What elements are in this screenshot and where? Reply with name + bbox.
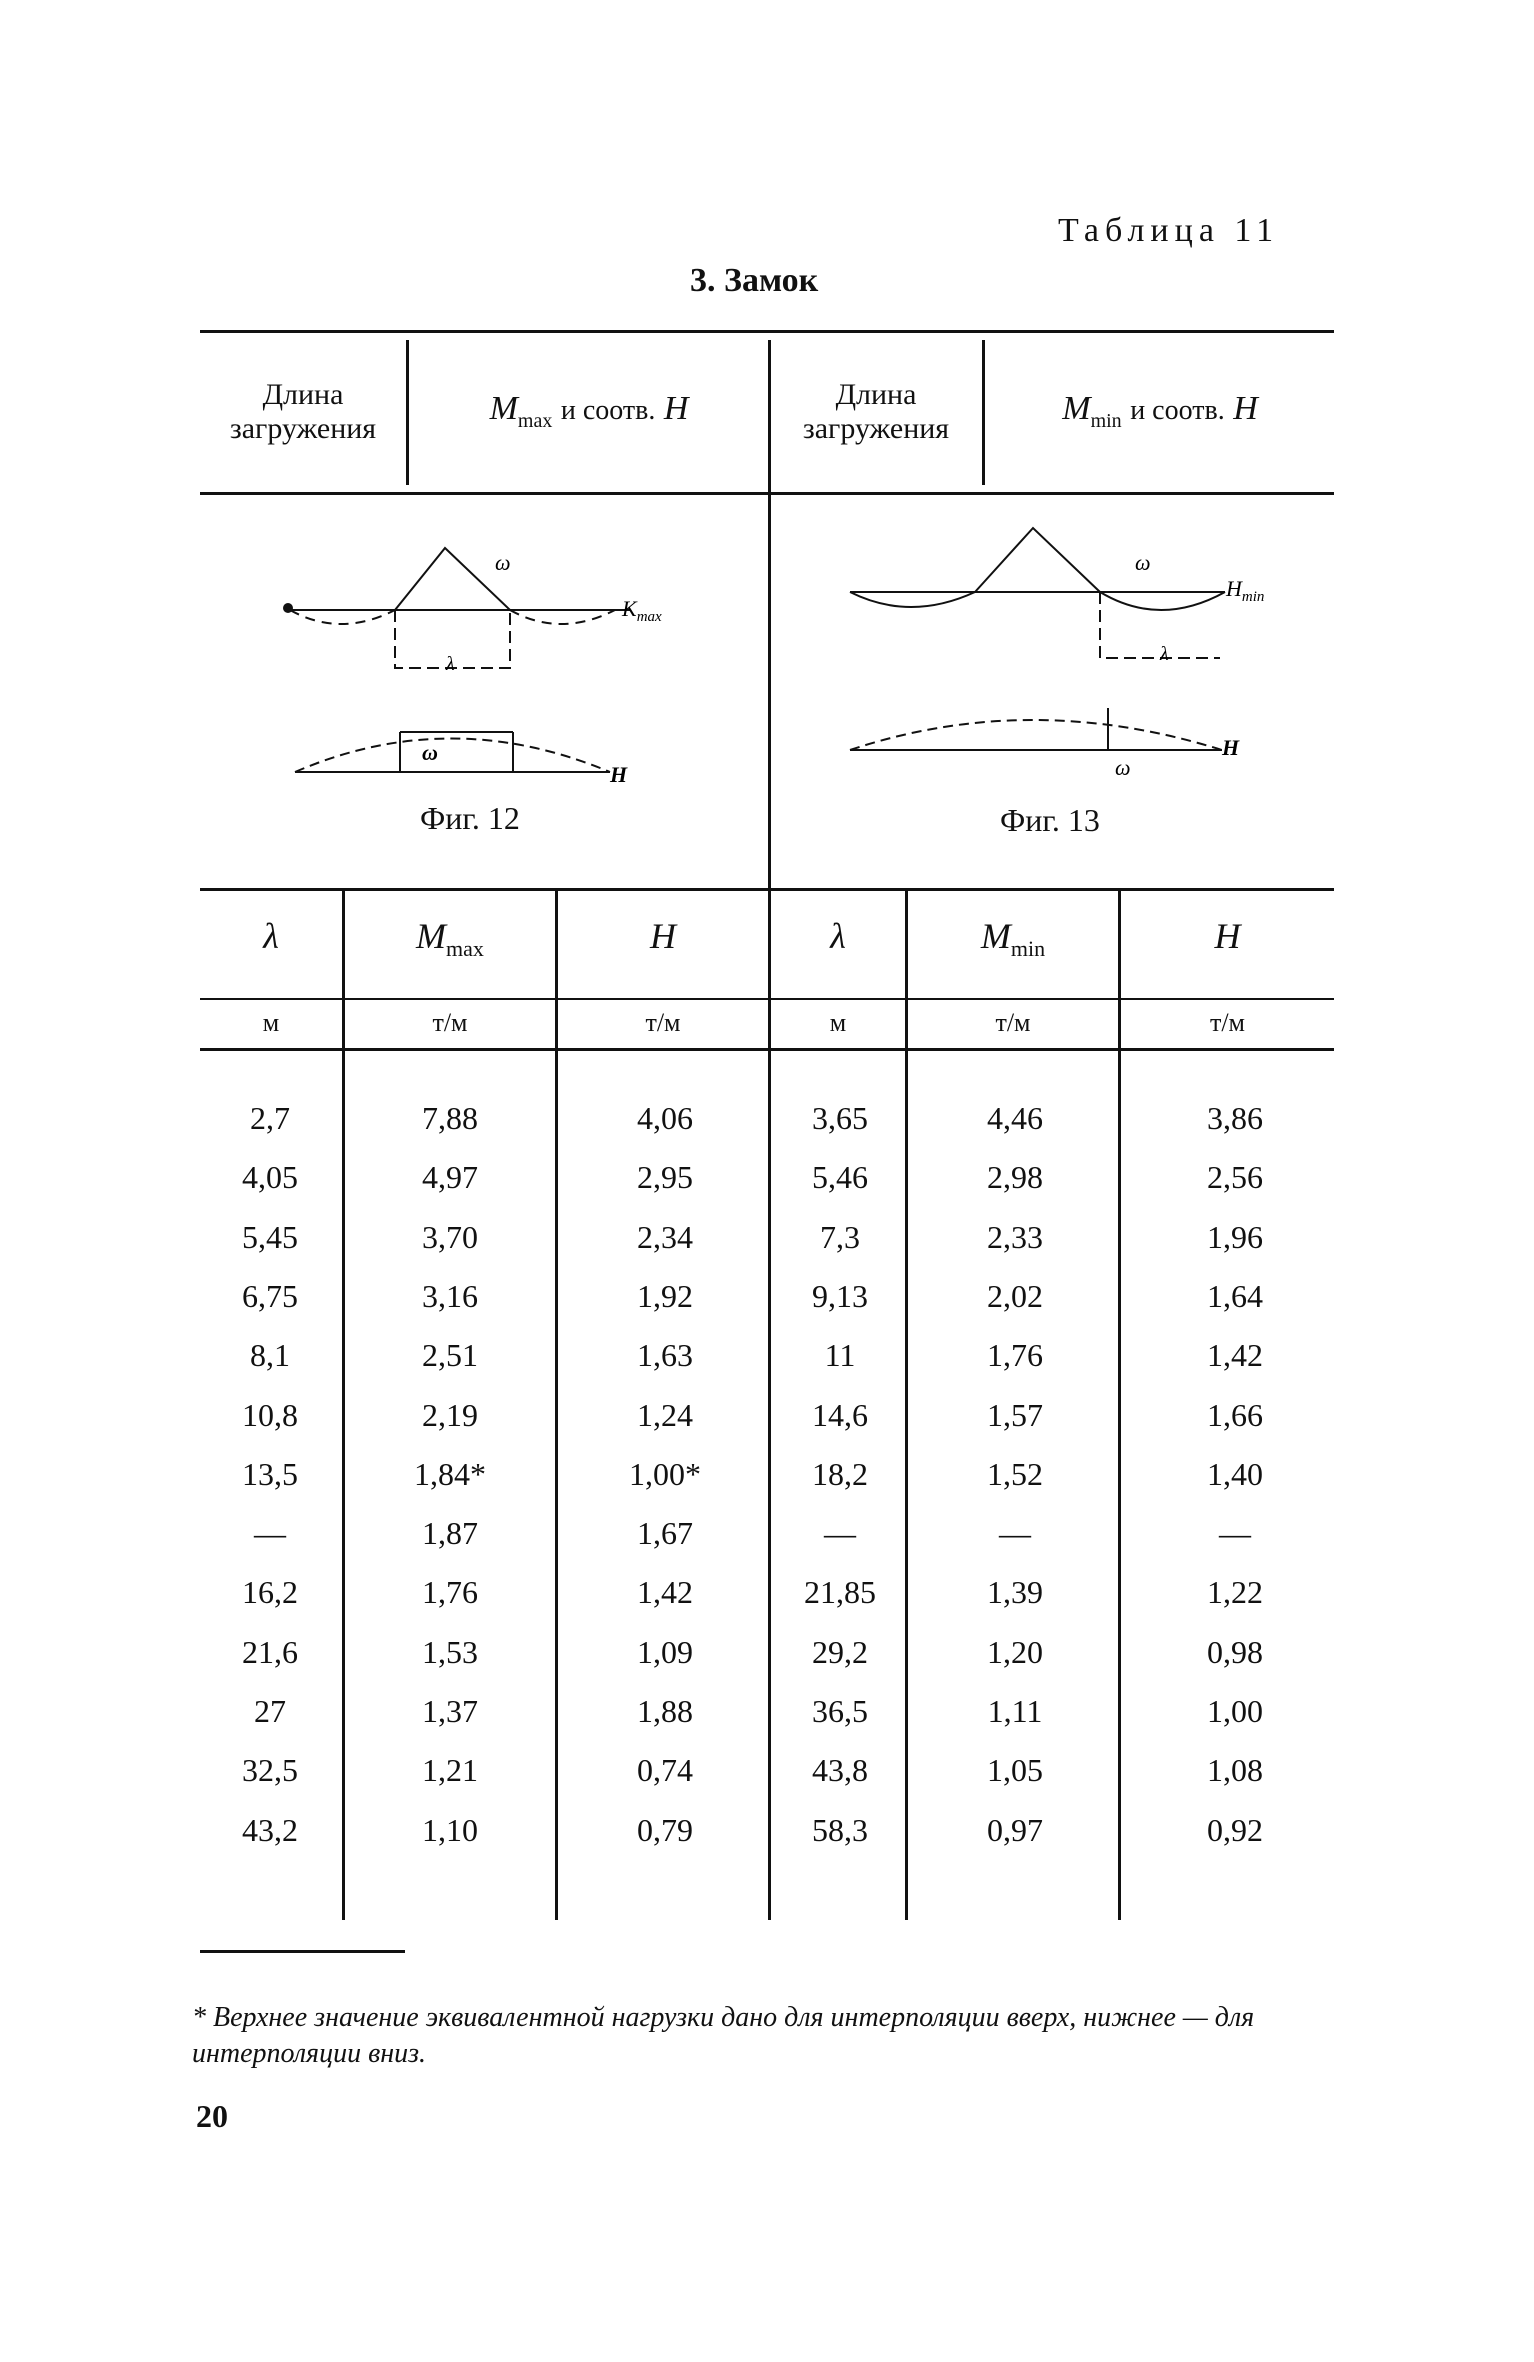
fig12-lambda: λ	[446, 653, 455, 675]
table-cell: 1,10	[422, 1811, 478, 1848]
table-cell: 1,37	[422, 1693, 478, 1729]
table-cell: 2,19	[422, 1396, 478, 1433]
fig13-omega-top: ω	[1135, 550, 1151, 575]
table-cell: 32,5	[242, 1752, 298, 1789]
footnote: * Верхнее значение эквивалентной нагрузки дано для интерполяции вверх, нижнее — для интерполяции вниз.	[192, 2002, 1255, 2069]
table-label: Таблица 11	[1058, 212, 1280, 249]
col-header-mmin: $M_{min}$	[980, 916, 1046, 962]
col-header-lambda-right: λ	[830, 916, 846, 956]
header-mmax-h-var: H	[663, 390, 689, 427]
header-mmin-symbol: M	[1062, 390, 1091, 427]
page-number: 20	[196, 2098, 228, 2134]
table-cell: 1,76	[987, 1337, 1043, 1374]
col-divider-4	[905, 890, 908, 1920]
table-cell: 14,6	[812, 1396, 868, 1433]
unit-lambda-left: м	[262, 1008, 280, 1037]
header-mmax-h	[410, 390, 768, 433]
header-mmax-rest: и соотв.	[560, 395, 656, 426]
table-cell: 0,92	[1207, 1811, 1263, 1848]
fig13-hmin: $H_{min}$	[1226, 576, 1265, 605]
table-cell: 1,24	[637, 1396, 693, 1433]
unit-mmin: т/м	[995, 1008, 1031, 1037]
table-cell: 5,46	[812, 1159, 868, 1196]
fig12-h: H	[610, 762, 628, 787]
table-cell: 8,1	[250, 1337, 290, 1374]
footnote-rule	[200, 1950, 405, 1953]
header-mmax-sub: max	[517, 409, 553, 432]
table-cell: 0,79	[637, 1811, 693, 1848]
table-cell: 43,8	[812, 1752, 868, 1789]
fig12-support	[283, 603, 293, 613]
table-cell: 21,6	[242, 1633, 298, 1670]
table-cell: 1,11	[987, 1693, 1043, 1729]
table-cell: 1,22	[1207, 1574, 1263, 1611]
table-cell: —	[824, 1515, 856, 1552]
table-cell: 2,51	[422, 1337, 478, 1374]
table-cell: 1,09	[637, 1633, 693, 1670]
fig13-h-line	[850, 708, 1222, 750]
fig13-lambda: λ	[1160, 643, 1169, 665]
table-cell: —	[1219, 1515, 1251, 1552]
col-header-h-right: H	[1214, 916, 1241, 956]
col-header-mmax: $M_{max}$	[416, 916, 484, 962]
table-cell: 2,56	[1207, 1159, 1263, 1196]
table-cell: 2,34	[637, 1218, 693, 1255]
units-bottom-rule	[200, 1048, 1334, 1051]
table-cell: 43,2	[242, 1811, 298, 1848]
table-cell: 1,39	[987, 1574, 1043, 1611]
table-cell: 1,08	[1207, 1752, 1263, 1789]
table-cell: 4,05	[242, 1159, 298, 1196]
header-bottom-rule	[200, 492, 1334, 495]
fig12-h-line	[295, 732, 610, 772]
header-mmin-h-var: H	[1233, 390, 1258, 427]
table-cell: 1,40	[1207, 1455, 1263, 1492]
col-header-lambda-left: λ	[263, 916, 279, 956]
table-cell: 4,97	[422, 1159, 478, 1196]
table-cell: —	[254, 1515, 286, 1552]
center-divider	[768, 340, 771, 1920]
fig13-influence-line	[850, 528, 1225, 658]
table-cell: 36,5	[812, 1693, 868, 1729]
figure-13	[830, 510, 1310, 790]
table-cell: 9,13	[812, 1277, 868, 1314]
table-cell: 1,05	[987, 1752, 1043, 1789]
table-cell: 2,98	[987, 1159, 1043, 1196]
table-cell: 2,7	[250, 1100, 290, 1136]
table-cell: 13,5	[242, 1455, 298, 1492]
figure-12	[260, 510, 740, 790]
header-load-length-right: Длина загружения	[802, 378, 950, 445]
table-cell: 58,3	[812, 1811, 868, 1848]
table-cell: 1,57	[987, 1396, 1043, 1433]
fig13-h: H	[1222, 735, 1240, 760]
header-divider-3	[982, 340, 985, 485]
table-cell: 27	[254, 1693, 286, 1729]
table-cell: 1,66	[1207, 1396, 1263, 1433]
table-cell: 2,95	[637, 1159, 693, 1196]
table-cell: 1,42	[1207, 1337, 1263, 1374]
table-cell: 10,8	[242, 1396, 298, 1433]
table-cell: 3,70	[422, 1218, 478, 1255]
col-divider-2	[555, 890, 558, 1920]
table-cell: 4,06	[637, 1100, 693, 1136]
table-cell: 6,75	[242, 1277, 298, 1314]
table-cell: 7,3	[820, 1218, 860, 1255]
table-cell: 1,63	[637, 1337, 693, 1374]
header-load-length-left: Длина загружения	[229, 378, 377, 445]
table-cell: 11	[824, 1337, 856, 1374]
table-cell: 1,20	[987, 1633, 1043, 1670]
table-cell: 16,2	[242, 1574, 298, 1611]
table-cell: 2,33	[987, 1218, 1043, 1255]
table-cell: 2,02	[987, 1277, 1043, 1314]
col-header-h-left: H	[650, 916, 676, 956]
table-cell: 1,52	[987, 1455, 1043, 1492]
table-cell: 4,46	[987, 1100, 1043, 1136]
table-cell: 1,67	[637, 1515, 693, 1552]
table-cell: 1,42	[637, 1574, 693, 1611]
table-cell: 3,86	[1207, 1100, 1263, 1136]
fig12-omega-bottom: ω	[422, 740, 438, 765]
header-mmin-rest: и соотв.	[1130, 395, 1225, 426]
header-divider-1	[406, 340, 409, 485]
table-cell: 1,92	[637, 1277, 693, 1314]
table-cell: 1,87	[422, 1515, 478, 1552]
fig13-omega-bottom: ω	[1115, 755, 1131, 780]
header-mmax-symbol: M	[489, 390, 518, 427]
table-top-rule	[200, 330, 1334, 333]
col-divider-5	[1118, 890, 1121, 1920]
unit-h-left: т/м	[645, 1008, 681, 1037]
table-cell: 29,2	[812, 1633, 868, 1670]
table-cell: 1,00*	[629, 1455, 701, 1492]
table-cell: 1,53	[422, 1633, 478, 1670]
table-cell: 5,45	[242, 1218, 298, 1255]
table-cell: 21,85	[804, 1574, 876, 1611]
table-cell: 1,88	[637, 1693, 693, 1729]
table-cell: 0,98	[1207, 1633, 1263, 1670]
header-mmin-h	[986, 390, 1334, 433]
unit-mmax: т/м	[432, 1008, 468, 1037]
fig12-kmax: $K_{max}$	[622, 596, 662, 625]
table-cell: 1,00	[1207, 1693, 1263, 1729]
fig12-influence-line	[290, 548, 630, 668]
unit-h-right: т/м	[1209, 1008, 1246, 1037]
table-cell: 3,65	[812, 1100, 868, 1136]
fig12-omega-top: ω	[495, 550, 511, 575]
fig12-caption: Фиг. 12	[420, 800, 520, 836]
columns-top-rule	[200, 888, 1334, 891]
table-cell: 18,2	[812, 1455, 868, 1492]
units-top-rule	[200, 998, 1334, 1000]
table-cell: 0,74	[637, 1752, 693, 1789]
table-cell: 1,76	[422, 1574, 478, 1611]
table-cell: 1,84*	[414, 1455, 486, 1492]
table-cell: 1,96	[1207, 1218, 1263, 1255]
fig13-caption: Фиг. 13	[1000, 802, 1100, 838]
header-mmin-sub: min	[1090, 409, 1122, 432]
table-cell: —	[999, 1515, 1031, 1552]
table-cell: 1,64	[1207, 1277, 1263, 1314]
unit-lambda-right: м	[829, 1008, 847, 1037]
table-cell: 1,21	[422, 1752, 478, 1789]
table-cell: 7,88	[422, 1100, 478, 1136]
table-cell: 0,97	[987, 1811, 1043, 1848]
section-title: 3. Замок	[690, 262, 819, 299]
table-cell: 3,16	[422, 1277, 478, 1314]
